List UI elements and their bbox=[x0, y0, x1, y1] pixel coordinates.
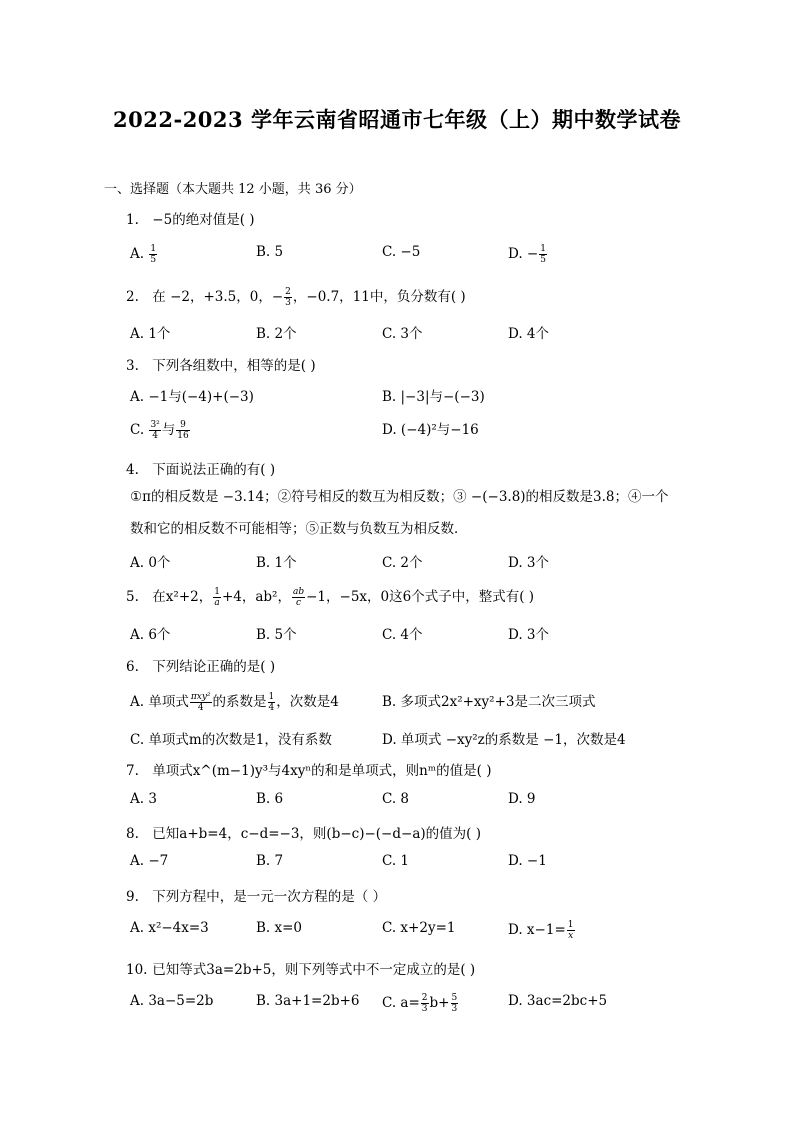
option-c[interactable]: C. $\frac{\text{3²}}{4}$ 与 $\frac{9}{16}$ bbox=[130, 420, 189, 441]
option-c[interactable]: C. 3个 bbox=[382, 326, 423, 342]
option-a[interactable]: A. 3 bbox=[130, 791, 157, 807]
option-c[interactable]: C. x+2y=1 bbox=[382, 920, 456, 936]
option-c[interactable]: C. 8 bbox=[382, 791, 410, 807]
question-5: 5. 在x²+2， $\frac{1}{a}$ +4，ab²， $\frac{ab}{c}$ −1，−5x，0这6个式子中，整式有( ) bbox=[126, 587, 535, 608]
question-9: 9. 下列方程中，是一元一次方程的是（ ） bbox=[126, 889, 387, 905]
fraction: $\frac{9}{16}$ bbox=[177, 420, 189, 441]
option-b[interactable]: B. |−3|与−(−3) bbox=[382, 389, 485, 405]
fraction: $\frac{ab}{c}$ bbox=[292, 587, 305, 608]
option-c[interactable]: C. 4个 bbox=[382, 627, 423, 643]
option-c[interactable]: C. 1 bbox=[382, 853, 410, 869]
option-a[interactable]: A. 单项式 $\frac{\text{πxy²}}{4}$ 的系数是 $\frac{1}{4}$ ，次数是4 bbox=[130, 692, 339, 713]
question-7-text: 单项式x^(m−1)y³与4xyⁿ的和是单项式，则nᵐ的值是( ) bbox=[152, 763, 492, 779]
fraction: $\frac{1}{5}$ bbox=[150, 244, 157, 265]
option-b[interactable]: B. 1个 bbox=[256, 555, 297, 571]
page-title: 2022-2023 学年云南省昭通市七年级（上）期中数学试卷 bbox=[113, 107, 681, 132]
option-c[interactable]: C. 2个 bbox=[382, 555, 423, 571]
option-a[interactable]: A. 1个 bbox=[130, 326, 171, 342]
question-9-text: 下列方程中，是一元一次方程的是（ ） bbox=[152, 889, 387, 905]
option-d[interactable]: D. (−4)²与−16 bbox=[382, 422, 479, 438]
option-d[interactable]: D. 9 bbox=[508, 791, 536, 807]
question-10-text: 已知等式3a=2b+5，则下列等式中不一定成立的是( ) bbox=[152, 962, 476, 978]
question-8: 8. 已知a+b=4，c−d=−3，则(b−c)−(−d−a)的值为( ) bbox=[126, 826, 481, 842]
option-c[interactable]: C. −5 bbox=[382, 244, 421, 260]
fraction: $\frac{2}{3}$ bbox=[285, 287, 291, 308]
option-a[interactable]: A. x²−4x=3 bbox=[130, 920, 209, 936]
option-b[interactable]: B. 5个 bbox=[256, 627, 297, 643]
option-d[interactable]: D. 3ac=2bc+5 bbox=[508, 993, 608, 1009]
question-4: 4. 下面说法正确的有( ) bbox=[126, 462, 276, 478]
option-c[interactable]: C. 单项式m的次数是1，没有系数 bbox=[130, 732, 332, 748]
option-b[interactable]: B. 7 bbox=[256, 853, 284, 869]
question-6-text: 下列结论正确的是( ) bbox=[152, 659, 276, 675]
question-7: 7. 单项式x^(m−1)y³与4xyⁿ的和是单项式，则nᵐ的值是( ) bbox=[126, 763, 492, 779]
option-d[interactable]: D. x−1= $\frac{1}{x}$ bbox=[508, 920, 574, 941]
question-2-text: 在 −2，+3.5，0，− $\frac{2}{3}$ ，−0.7，11中，负分数有( ) bbox=[152, 287, 466, 308]
option-d[interactable]: D. 3个 bbox=[508, 627, 550, 643]
question-4-text: 下面说法正确的有( ) bbox=[152, 462, 276, 478]
option-b[interactable]: B. 6 bbox=[256, 791, 284, 807]
question-6: 6. 下列结论正确的是( ) bbox=[126, 659, 276, 675]
fraction: $\frac{1}{a}$ bbox=[214, 587, 220, 608]
option-b[interactable]: B. 5 bbox=[256, 244, 284, 260]
fraction: $\frac{1}{5}$ bbox=[540, 244, 546, 265]
question-3: 3. 下列各组数中，相等的是( ) bbox=[126, 358, 316, 374]
option-a[interactable]: A. −7 bbox=[130, 853, 169, 869]
fraction: $\frac{\text{πxy²}}{4}$ bbox=[190, 692, 211, 713]
fraction: $\frac{1}{4}$ bbox=[268, 692, 275, 713]
question-3-text: 下列各组数中，相等的是( ) bbox=[152, 358, 316, 374]
option-c[interactable]: C. a= $\frac{2}{3}$ b+ $\frac{5}{3}$ bbox=[382, 993, 458, 1014]
question-10: 10. 已知等式3a=2b+5，则下列等式中不一定成立的是( ) bbox=[126, 962, 476, 978]
question-2: 2. 在 −2，+3.5，0，− $\frac{2}{3}$ ，−0.7，11中，负分数有( ) bbox=[126, 287, 466, 308]
option-d[interactable]: D. 4个 bbox=[508, 326, 550, 342]
option-b[interactable]: B. x=0 bbox=[256, 920, 303, 936]
option-a[interactable]: A. 6个 bbox=[130, 627, 171, 643]
question-1-text: −5的绝对值是( ) bbox=[152, 212, 255, 228]
option-a[interactable]: A. 3a−5=2b bbox=[130, 993, 214, 1009]
question-4-statements: ①π的相反数是 −3.14；②符号相反的数互为相反数；③ −(−3.8)的相反数是3.8；④一个 数和它的相反数不可能相等；⑤正数与负数互为相反数． bbox=[130, 489, 669, 537]
option-b[interactable]: B. 2个 bbox=[256, 326, 297, 342]
option-d[interactable]: D. −1 bbox=[508, 853, 547, 869]
option-a[interactable]: A. 0个 bbox=[130, 555, 171, 571]
fraction: $\frac{2}{3}$ bbox=[421, 993, 428, 1014]
option-d[interactable]: D. 单项式 −xy²z的系数是 −1，次数是4 bbox=[382, 732, 626, 748]
option-a[interactable]: A. −1与(−4)+(−3) bbox=[130, 389, 254, 405]
option-b[interactable]: B. 多项式2x²+xy²+3是二次三项式 bbox=[382, 694, 596, 710]
option-d[interactable]: D. 3个 bbox=[508, 555, 550, 571]
question-1: 1. −5的绝对值是( ) bbox=[126, 212, 255, 228]
question-8-text: 已知a+b=4，c−d=−3，则(b−c)−(−d−a)的值为( ) bbox=[152, 826, 481, 842]
option-b[interactable]: B. 3a+1=2b+6 bbox=[256, 993, 360, 1009]
question-5-text: 在x²+2， $\frac{1}{a}$ +4，ab²， $\frac{ab}{c}$ −1，−5x，0这6个式子中，整式有( ) bbox=[152, 587, 535, 608]
option-d[interactable]: D. − $\frac{1}{5}$ bbox=[508, 244, 546, 265]
fraction: $\frac{1}{x}$ bbox=[567, 920, 574, 941]
fraction: $\frac{\text{3²}}{4}$ bbox=[150, 420, 160, 441]
option-a[interactable]: A. $\frac{1}{5}$ bbox=[130, 244, 157, 265]
fraction: $\frac{5}{3}$ bbox=[451, 993, 458, 1014]
section-heading: 一、选择题（本大题共 12 小题，共 36 分） bbox=[104, 182, 362, 197]
